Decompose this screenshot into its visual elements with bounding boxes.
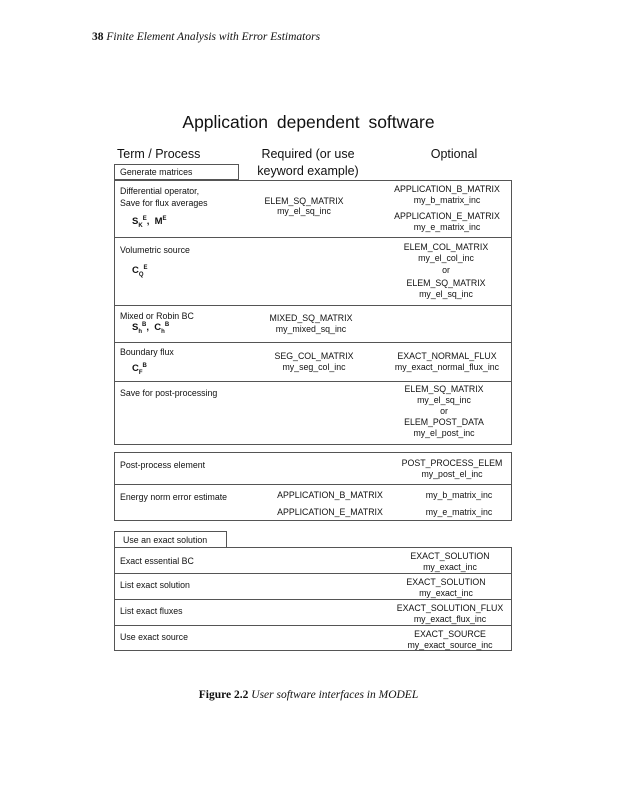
tab-generate-label: Generate matrices (120, 167, 193, 177)
symbol-cf: $C_F^B$ (132, 363, 147, 377)
opt-my-exact-source-inc: my_exact_source_inc (407, 640, 493, 650)
row-divider (114, 599, 512, 600)
opt-elem-col-matrix: ELEM_COL_MATRIX (403, 242, 489, 252)
opt-application-b-matrix: APPLICATION_B_MATRIX (394, 184, 500, 194)
flux-averages-label: Save for flux averages (120, 198, 208, 208)
opt-my-el-post-inc: my_el_post_inc (413, 428, 475, 438)
opt-my-b-matrix-inc: my_b_matrix_inc (413, 195, 481, 205)
figure-title: Application dependent software (182, 112, 435, 132)
row-divider (114, 237, 512, 238)
list-exact-fluxes-label: List exact fluxes (120, 606, 183, 616)
opt-or-post: or (440, 406, 448, 416)
save-post-processing-label: Save for post-processing (120, 388, 218, 398)
opt-exact-solution: EXACT_SOLUTION (410, 551, 490, 561)
req-mixed-sq-matrix: MIXED_SQ_MATRIX (269, 313, 353, 323)
opt-exact-solution-flux: EXACT_SOLUTION_FLUX (396, 603, 504, 613)
column-heading-required-1: Required (or use (261, 147, 355, 161)
req-my-seg-col-inc: my_seg_col_inc (282, 362, 346, 372)
post-process-element-label: Post-process element (120, 460, 206, 470)
opt-my-exact-normal-flux-inc: my_exact_normal_flux_inc (394, 362, 500, 372)
use-exact-source-label: Use exact source (120, 632, 188, 642)
opt-my-el-sq-inc-post: my_el_sq_inc (417, 395, 471, 405)
opt-my-el-sq-inc: my_el_sq_inc (419, 289, 473, 299)
mixed-robin-label: Mixed or Robin BC (120, 311, 194, 321)
req-application-e-matrix: APPLICATION_E_MATRIX (277, 507, 383, 517)
list-exact-solution-label: List exact solution (120, 580, 190, 590)
opt-my-el-col-inc: my_el_col_inc (418, 253, 474, 263)
req-my-el-sq-inc: my_el_sq_inc (277, 206, 331, 216)
tab-generate-matrices (114, 164, 239, 180)
exact-essential-bc-label: Exact essential BC (120, 556, 194, 566)
figure-caption (0, 689, 617, 701)
opt-exact-normal-flux: EXACT_NORMAL_FLUX (397, 351, 497, 361)
req-my-mixed-sq-inc: my_mixed_sq_inc (275, 324, 347, 334)
row-divider (114, 625, 512, 626)
opt-or: or (442, 265, 450, 275)
req-elem-sq-matrix: ELEM_SQ_MATRIX (264, 196, 344, 206)
column-heading-required-2: keyword example) (257, 164, 359, 178)
opt-my-exact-inc: my_exact_inc (419, 588, 473, 598)
row-divider (114, 573, 512, 574)
opt-post-process-elem: POST_PROCESS_ELEM (401, 458, 503, 468)
opt-elem-sq-matrix-post: ELEM_SQ_MATRIX (404, 384, 484, 394)
opt-exact-solution: EXACT_SOLUTION (406, 577, 486, 587)
column-heading-optional: Optional (430, 147, 478, 161)
book-title: Finite Element Analysis with Error Estimators (106, 31, 321, 43)
page-number: 38 (92, 31, 104, 43)
column-heading-term: Term / Process (117, 147, 201, 161)
opt-my-post-el-inc: my_post_el_inc (421, 469, 483, 479)
row-divider (114, 342, 512, 343)
figure-label: Figure 2.2 (198, 689, 249, 701)
opt-application-e-matrix: APPLICATION_E_MATRIX (394, 211, 500, 221)
diff-operator-label: Differential operator, (120, 186, 200, 196)
row-divider (114, 381, 512, 382)
opt-my-exact-inc: my_exact_inc (423, 562, 477, 572)
tab-use-exact-solution (114, 531, 227, 548)
figure-caption-text: User software interfaces in MODEL (251, 689, 419, 701)
symbol-sk-me: $S_K^E$, $M^E$ (132, 216, 167, 230)
boundary-flux-label: Boundary flux (120, 347, 174, 357)
opt-my-exact-flux-inc: my_exact_flux_inc (413, 614, 487, 624)
opt-elem-post-data: ELEM_POST_DATA (404, 417, 484, 427)
running-header (92, 31, 320, 43)
volumetric-source-label: Volumetric source (120, 245, 190, 255)
req-seg-col-matrix: SEG_COL_MATRIX (274, 351, 354, 361)
opt-my-b-matrix-inc-energy: my_b_matrix_inc (425, 490, 493, 500)
opt-my-e-matrix-inc: my_e_matrix_inc (413, 222, 481, 232)
row-divider (114, 484, 512, 485)
req-application-b-matrix: APPLICATION_B_MATRIX (277, 490, 383, 500)
opt-elem-sq-matrix: ELEM_SQ_MATRIX (406, 278, 486, 288)
symbol-sh-ch: $S_h^B$, $C_h^B$ (132, 322, 170, 336)
opt-exact-source: EXACT_SOURCE (414, 629, 486, 639)
symbol-cq: $C_Q^E$ (132, 265, 148, 279)
tab-exact-label: Use an exact solution (123, 535, 208, 545)
opt-my-e-matrix-inc-energy: my_e_matrix_inc (425, 507, 493, 517)
energy-norm-label: Energy norm error estimate (120, 492, 228, 502)
row-divider (114, 305, 512, 306)
